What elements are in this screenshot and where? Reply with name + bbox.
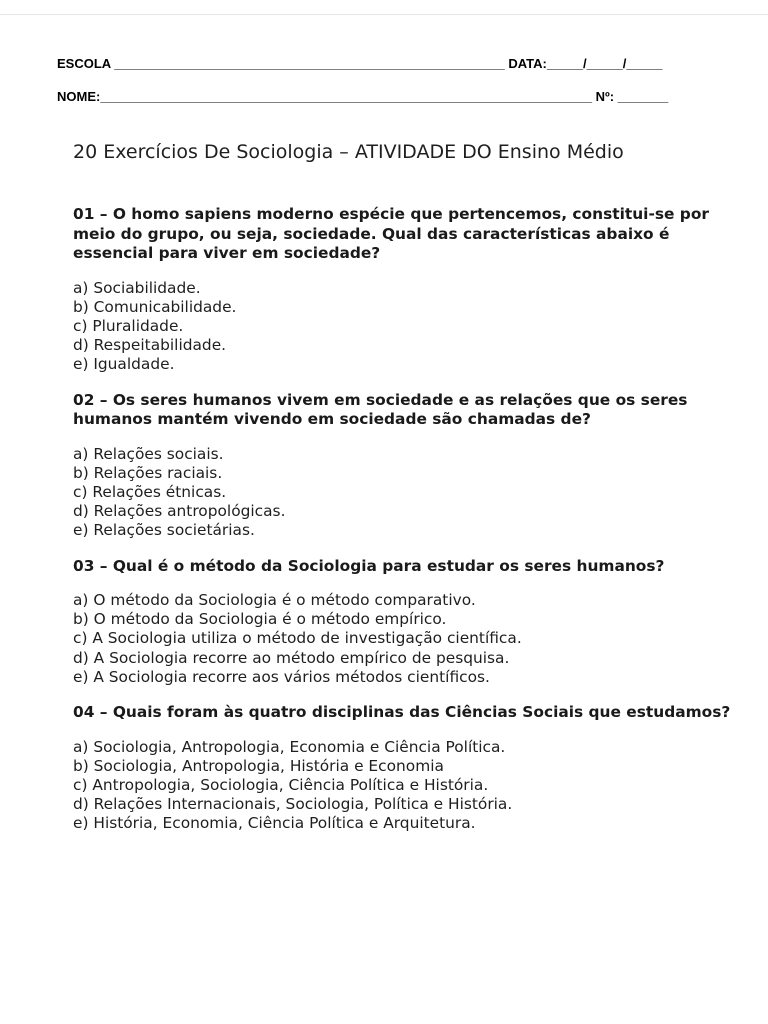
question-text: 01 – O homo sapiens moderno espécie que pertencemos, constitui-se por meio do grupo, ou seja, sociedade. Qual das características abaixo é essencial para viver em sociedade?	[73, 205, 709, 262]
option-b: b) Sociologia, Antropologia, História e Economia	[73, 756, 444, 775]
answer-options	[73, 738, 741, 834]
question-1	[73, 205, 741, 375]
answer-options	[73, 591, 741, 687]
question-3	[73, 557, 741, 688]
question-text: 03 – Qual é o método da Sociologia para estudar os seres humanos?	[73, 556, 665, 575]
option-d: d) Relações antropológicas.	[73, 502, 286, 521]
answer-options	[73, 445, 741, 541]
option-a: a) Sociabilidade.	[73, 278, 201, 297]
option-d: d) Relações Internacionais, Sociologia, Política e História.	[73, 795, 513, 814]
answer-options	[73, 279, 741, 375]
option-a: a) O método da Sociologia é o método comparativo.	[73, 591, 476, 610]
option-c: c) Antropologia, Sociologia, Ciência Política e História.	[73, 775, 489, 794]
option-c: c) Pluralidade.	[73, 316, 184, 335]
page-title: 20 Exercícios De Sociologia – ATIVIDADE DO Ensino Médio	[73, 141, 624, 163]
page-top-divider	[0, 14, 768, 15]
question-list	[73, 205, 741, 850]
option-c: c) Relações étnicas.	[73, 482, 227, 501]
option-e: e) A Sociologia recorre aos vários métodos científicos.	[73, 667, 490, 686]
question-text: 02 – Os seres humanos vivem em sociedade e as relações que os seres humanos mantém vivendo em sociedade são chamadas de?	[73, 390, 688, 429]
question-4	[73, 703, 741, 834]
name-number-line: NOME:____________________________________________________________________ Nº: _______	[57, 89, 669, 104]
option-d: d) Respeitabilidade.	[73, 336, 227, 355]
option-a: a) Sociologia, Antropologia, Economia e Ciência Política.	[73, 737, 506, 756]
school-date-line: ESCOLA ______________________________________________________ DATA:_____/_____/_____	[57, 56, 663, 71]
option-e: e) Igualdade.	[73, 355, 175, 374]
question-2	[73, 391, 741, 541]
question-text: 04 – Quais foram às quatro disciplinas das Ciências Sociais que estudamos?	[73, 703, 731, 722]
option-e: e) Relações societárias.	[73, 521, 255, 540]
option-e: e) História, Economia, Ciência Política e Arquitetura.	[73, 814, 476, 833]
option-b: b) O método da Sociologia é o método empírico.	[73, 610, 447, 629]
option-b: b) Relações raciais.	[73, 463, 223, 482]
option-a: a) Relações sociais.	[73, 444, 224, 463]
option-c: c) A Sociologia utiliza o método de investigação científica.	[73, 629, 522, 648]
option-d: d) A Sociologia recorre ao método empírico de pesquisa.	[73, 648, 510, 667]
option-b: b) Comunicabilidade.	[73, 297, 237, 316]
